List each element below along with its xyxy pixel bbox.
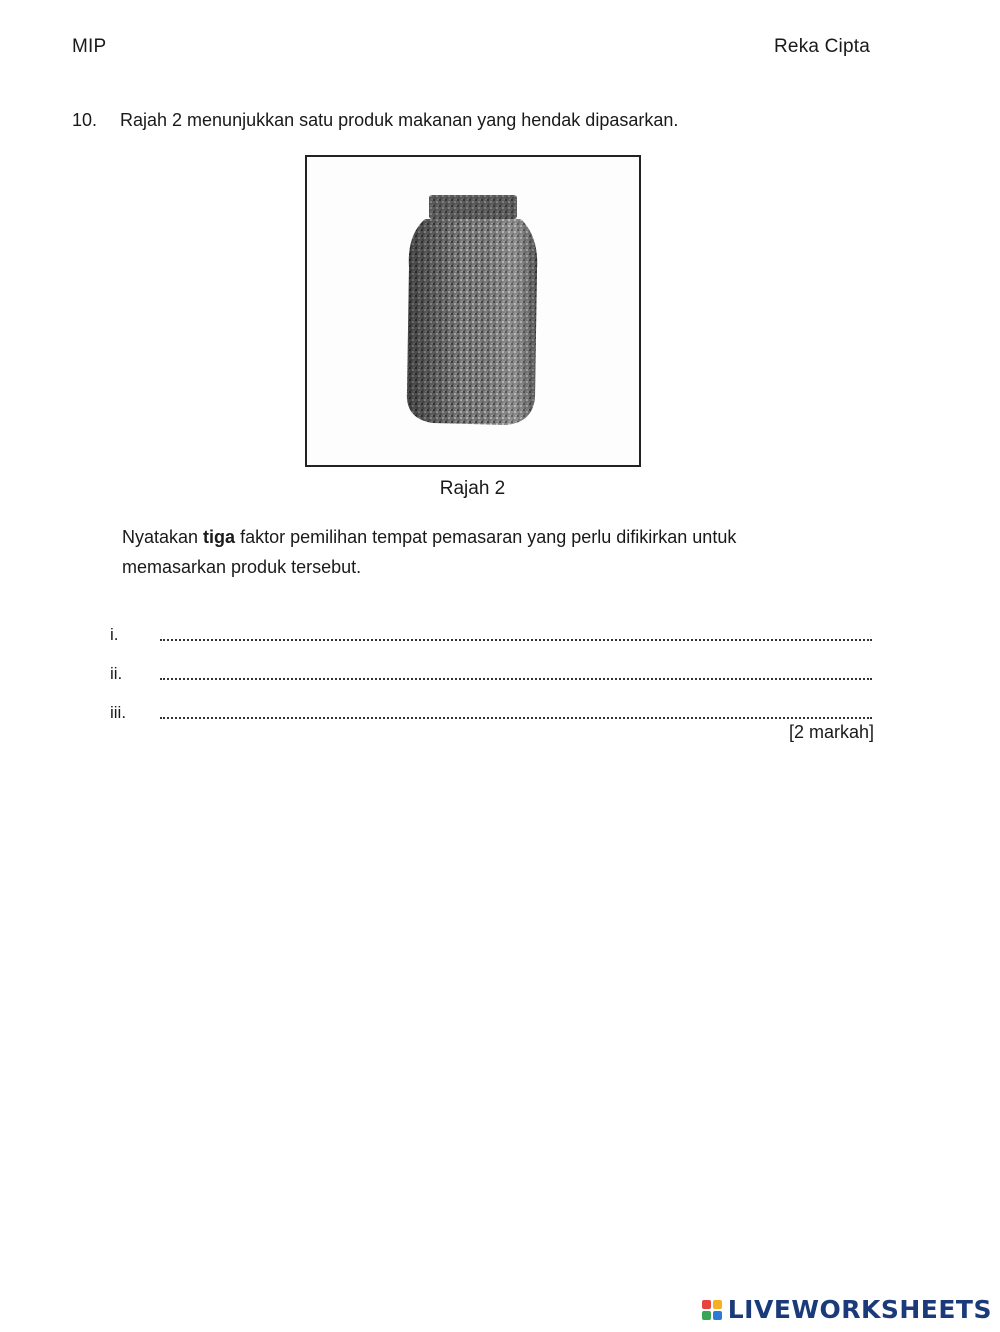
brand-square [713, 1311, 722, 1320]
answer-row [110, 686, 872, 725]
figure-caption: Rajah 2 [439, 478, 506, 499]
question-number: 10. [72, 110, 98, 130]
header-left-code: MIP [72, 36, 107, 57]
answer-lines [110, 608, 872, 725]
answer-line[interactable] [160, 638, 872, 641]
jar-image [307, 157, 639, 465]
instruction-text [122, 522, 822, 582]
answer-row [110, 608, 872, 647]
brand-grid-icon [702, 1300, 722, 1320]
figure-frame [305, 155, 641, 467]
instruction-lead: Nyatakan [122, 527, 204, 547]
brand-square [713, 1300, 722, 1309]
question-text: Rajah 2 menunjukkan satu produk makanan yang hendak dipasarkan. [120, 110, 679, 130]
brand-text: LIVEWORKSHEETS [727, 1295, 992, 1324]
answer-line[interactable] [160, 716, 872, 719]
brand-square [702, 1300, 711, 1309]
instruction-bold: tiga [203, 527, 236, 547]
answer-line[interactable] [160, 677, 872, 680]
instruction-rest: faktor pemilihan tempat pemasaran yang perlu difikirkan untuk memasarkan produk tersebut. [122, 527, 737, 577]
answer-number: ii. [110, 664, 123, 683]
answer-number: i. [110, 625, 119, 644]
brand-square [702, 1311, 711, 1320]
answer-number: iii. [110, 703, 127, 722]
answer-row [110, 647, 872, 686]
brand-logo [702, 1295, 992, 1324]
header-subject: Reka Cipta [774, 36, 870, 57]
question-10 [72, 110, 678, 131]
marks-label: [2 markah] [788, 722, 874, 742]
